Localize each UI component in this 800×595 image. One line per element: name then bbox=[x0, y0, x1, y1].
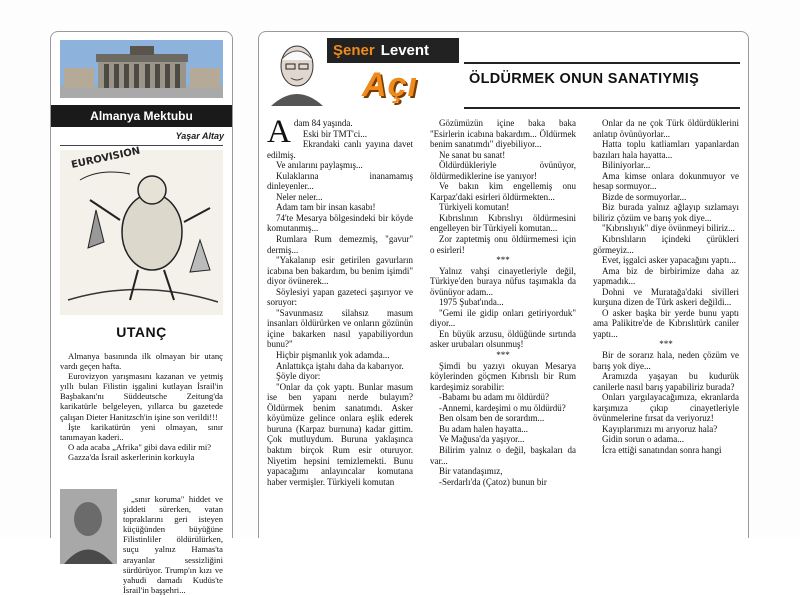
left-article-text bbox=[60, 351, 223, 462]
left-headline: UTANÇ bbox=[116, 324, 167, 340]
article-paragraph: Şimdi bu yazıyı okuyan Mesarya köylerinden göçmen Kıbrıslı bir Rum kardeşimiz sorabilir: bbox=[430, 360, 576, 392]
section-separator: *** bbox=[496, 350, 510, 361]
article-paragraph: Zor zaptetmiş onu öldürmemesi için o esirleri! bbox=[430, 234, 576, 255]
article-paragraph: Onları yargılayacağımıza, ekranlarda karşımıza çıkıp cinayetleriyle övünmelerine fırsat da veriyoruz! bbox=[593, 392, 739, 424]
article-paragraph: En büyük arzusu, öldüğünde sırtında asker urubaları olsunmuş! bbox=[430, 328, 576, 350]
article-paragraph: "Savunmasız silahsız masum insanları öldürürken ve onların gözünün içine bakarken nasıl yapabiliyordun bunu?" bbox=[267, 307, 413, 350]
article-paragraph: Şöyle diyor: bbox=[276, 371, 321, 382]
divider bbox=[464, 107, 740, 109]
article-paragraph: Aramızda yaşayan bu kudurük canilerle nasıl barış yapabiliriz burada? bbox=[593, 371, 739, 392]
article-paragraph: "Gemi ile gidip onları getiriyorduk" diyor... bbox=[430, 307, 576, 329]
aci-column bbox=[258, 31, 749, 538]
article-paragraph: Biz burada yalnız ağlayıp sızlamayı biliriz çözüm ve barış yok diye... bbox=[593, 202, 739, 223]
article-paragraph: 74'te Mesarya bölgesindeki bir köyde komutanmış... bbox=[267, 212, 413, 234]
article-paragraph: 1975 Şubat'ında... bbox=[439, 297, 504, 308]
article-paragraph: Adam tam bir insan kasabı! bbox=[276, 202, 376, 213]
article-paragraph: Anlattıkça iştahı daha da kabarıyor. bbox=[276, 360, 404, 371]
article-paragraph: Bilirim yalnız o değil, başkaları da var... bbox=[430, 444, 576, 466]
brandenburg-gate-image bbox=[60, 40, 223, 98]
article-paragraph: Ve Mağusa'da yaşıyor... bbox=[439, 434, 525, 445]
article-paragraph: -Babamı bu adam mı öldürdü? bbox=[439, 392, 549, 403]
divider bbox=[60, 145, 223, 146]
section-separator: *** bbox=[496, 255, 510, 266]
article-paragraph: Bir de sorarız hala, neden çözüm ve barış yok diye... bbox=[593, 350, 739, 371]
author-name: Yaşar Altay bbox=[175, 131, 224, 141]
article-paragraph: -Annemi, kardeşimi o mu öldürdü? bbox=[439, 402, 566, 413]
article-paragraph: dam 84 yaşında. bbox=[293, 118, 353, 128]
article-paragraph: "Yakalanıp esir getirilen gavurların icabına ben bakardım, bu benim işimdi" diyor övünerek... bbox=[267, 255, 413, 287]
article-paragraph: Eski bir TMT'ci... bbox=[302, 128, 368, 139]
article-paragraph: Gözümüzün içine baka baka "Esirlerin icabına bakardım... Öldürmek benim sanatımdı" diyebiliyor... bbox=[430, 118, 576, 150]
article-paragraph: Bir vatandaşımız, bbox=[439, 466, 503, 477]
drop-cap: A bbox=[267, 114, 291, 150]
article-paragraph: Ve bakın kim engellemiş onu Karpaz'daki esirleri öldürmekten... bbox=[430, 181, 576, 202]
article-paragraph: Neler neler... bbox=[276, 191, 323, 202]
article-paragraph: Ama biz de birbirimize daha az yapmadık... bbox=[593, 265, 739, 287]
article-paragraph: Onlar da ne çok Türk öldürdüklerini anlatıp övünüyorlar... bbox=[593, 118, 739, 139]
article-paragraph: Yalnız vahşi cinayetleriyle değil, Türkiye'den buraya nüfus taşımakla da övünüyor adam... bbox=[430, 265, 576, 297]
article-paragraph: Türkiyeli komutan! bbox=[439, 202, 510, 213]
article-paragraph: Öldürdükleriyle övünüyor, öldürmediklerine ise yanıyor! bbox=[430, 160, 576, 181]
article-paragraph: Ne sanat bu sanat! bbox=[439, 149, 506, 160]
article-paragraph: Hatta toplu katliamları yapanlardan bazıları hala hayatta... bbox=[593, 139, 739, 160]
left-paragraph: Almanya basınında ilk olmayan bir utanç vardı geçen hafta. bbox=[60, 351, 223, 372]
article-paragraph: Evet, işgalci asker yapacağını yaptı... bbox=[602, 255, 736, 266]
cartoon-caption: EUROVISION bbox=[70, 145, 142, 171]
left-paragraph: O ada acaba „Afrika" gibi dava edilir mi? bbox=[68, 441, 212, 452]
article-paragraph: Ben olsam ben de sorardım... bbox=[439, 413, 545, 424]
left-paragraph: „sınır koruma" hiddet ve şiddeti sürerken, vatan topraklarını geri isteyen küçüğünden büyüğüne Filistinliler öldürülürken, suçu yalnız Hamas'ta arayanlar sessizliğini sürdürüyor. Trump'ın kızı ve yahudi damadı Kudüs'te İsrail'in başşehri... bbox=[123, 494, 223, 595]
article-paragraph: Dohni ve Muratağa'daki sivilleri kurşuna dizen de Türk askeri değildi... bbox=[593, 286, 739, 308]
left-paragraph: Eurovizyon yarışmasını kazanan ve yetmiş yıllı bulan Filistin işgalini kutlayan İsrail'in Başbakanı'nı Süddeutsche Zeitung'da karikatürle belgeleyen, yıllarca bu gazetede çalışan Dieter Hanitzsch'in işine son verildi!!! bbox=[60, 371, 223, 422]
author-name-bar bbox=[327, 38, 459, 63]
article-paragraph: İcra ettiği sanatından sonra hangi bbox=[602, 444, 722, 455]
left-paragraph: Gazza'da İsrail askerlerinin korkuyla bbox=[68, 451, 195, 462]
article-paragraph: Kulaklarına inanamamış dinleyenler... bbox=[267, 170, 413, 192]
article-paragraph: Bu adam halen hayatta... bbox=[439, 423, 528, 434]
cartoon-image bbox=[60, 145, 223, 315]
article-paragraph: Bizde de sormuyorlar... bbox=[602, 191, 687, 202]
left-article-text-continued bbox=[123, 494, 223, 595]
article-paragraph: "Kıbrıslıyık" diye övünmeyi biliriz... bbox=[602, 223, 735, 234]
article-paragraph: Kıbrıslıların içindeki çürükleri görmeyiz... bbox=[593, 234, 739, 255]
author-last-name: Levent bbox=[380, 42, 430, 59]
section-title-bar bbox=[51, 105, 232, 127]
article-paragraph: Biliniyorlar... bbox=[602, 160, 651, 171]
left-paragraph: İşte karikatürün yeni olmayan, sınır tanımayan kaderi.. bbox=[60, 421, 223, 442]
divider bbox=[464, 62, 740, 64]
article-paragraph: Ama kimse onlara dokunmuyor ve hesap sormuyor... bbox=[593, 170, 739, 192]
section-title: Almanya Mektubu bbox=[90, 109, 193, 123]
article-title: ÖLDÜRMEK ONUN SANATIYMIŞ bbox=[469, 71, 700, 87]
article-column-2 bbox=[430, 118, 576, 538]
column-name: Açı bbox=[362, 66, 418, 104]
article-column-1 bbox=[267, 114, 413, 538]
article-paragraph: Kayıplarımızı mı arıyoruz hala? bbox=[602, 423, 718, 434]
article-paragraph: Hiçbir pişmanlık yok adamda... bbox=[276, 350, 390, 361]
section-separator: *** bbox=[659, 339, 673, 350]
author-photo bbox=[267, 38, 327, 106]
article-paragraph: Söylesiyi yapan gazeteci şaşırıyor ve soruyor: bbox=[267, 286, 413, 308]
article-paragraph: Kıbrıslının Kıbrıslıyı öldürmesini engelleyen bir Türkiyeli komutan... bbox=[430, 212, 576, 234]
author-photo bbox=[60, 489, 117, 564]
article-paragraph: -Serdarlı'da (Çatoz) bunun bir bbox=[439, 476, 547, 487]
almanya-mektubu-column bbox=[50, 31, 233, 595]
article-paragraph: Gidin sorun o adama... bbox=[602, 434, 684, 445]
article-column-3 bbox=[593, 118, 739, 538]
article-paragraph: O asker başka bir yerde bunu yaptı ama Palikitre'de de Kıbrıslıtürk caniler yaptı... bbox=[593, 307, 739, 339]
article-paragraph: Rumlara Rum demezmiş, "gavur" dermiş... bbox=[267, 234, 413, 255]
article-paragraph: Ekrandaki canlı yayına davet edilmiş. bbox=[267, 139, 413, 160]
author-first-name: Şener bbox=[333, 42, 375, 59]
article-paragraph: "Onlar da çok yaptı. Bunlar masum ise ben yapanı nerde bulayım? Öldürmek benim sanatımdı. Asker köyümüze gelince onlara eşlik ederek buruna (Karpaz burnuna) kadar gittim. Çok mutluydum. Buruna yaklaşınca baktım birçok Rum esir oturuyor. Niyetim hepsini temizlemekti. Bunu yapacağımı anlayıncalar komutana haber vermişler. Türkiyeli komutan bbox=[267, 381, 413, 487]
article-body bbox=[267, 114, 740, 538]
article-paragraph: Ve anılarını paylaşmış... bbox=[276, 160, 363, 171]
